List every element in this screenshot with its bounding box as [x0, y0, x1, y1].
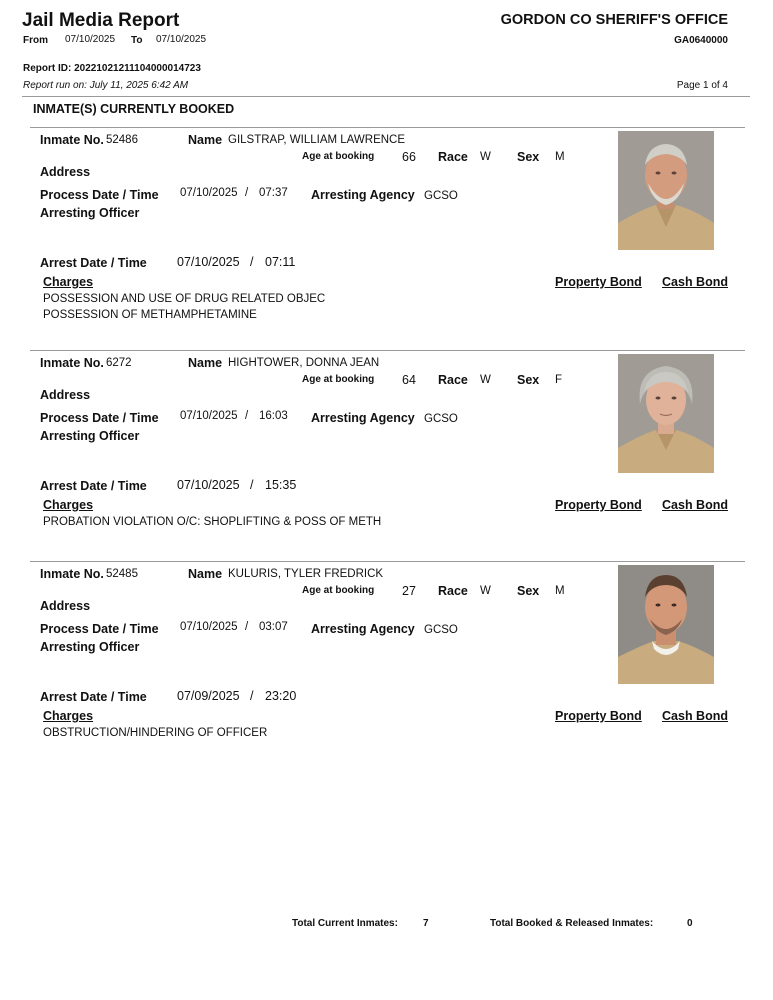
inmate-no-value: 52485 — [106, 568, 138, 580]
slash: / — [250, 478, 254, 492]
property-bond-label: Property Bond — [555, 498, 642, 512]
name-label: Name — [188, 133, 223, 147]
arrest-time: 23:20 — [265, 689, 297, 703]
name-label: Name — [188, 567, 223, 581]
slash: / — [245, 410, 249, 422]
section-title: INMATE(S) CURRENTLY BOOKED — [33, 102, 235, 116]
arrest-label: Arrest Date / Time — [40, 256, 147, 270]
race-label: Race — [438, 584, 468, 598]
slash: / — [245, 187, 249, 199]
booking-photo — [618, 354, 714, 473]
inmate-no-value: 6272 — [106, 357, 132, 369]
officer-label: Arresting Officer — [40, 429, 140, 443]
property-bond-label: Property Bond — [555, 709, 642, 723]
arrest-time: 15:35 — [265, 478, 297, 492]
inmate-name: HIGHTOWER, DONNA JEAN — [228, 357, 380, 369]
total-booked-released-label: Total Booked & Released Inmates: — [490, 918, 654, 929]
agency-value: GCSO — [424, 190, 458, 202]
charges-label: Charges — [43, 498, 94, 512]
age-value: 64 — [402, 373, 416, 387]
inmate-divider — [30, 561, 745, 562]
charge-item: PROBATION VIOLATION O/C: SHOPLIFTING & POSS OF METH — [43, 516, 382, 528]
total-current-value: 7 — [423, 918, 429, 929]
report-title: Jail Media Report — [22, 10, 180, 31]
agency-label: Arresting Agency — [311, 622, 415, 636]
sex-value: M — [555, 585, 565, 597]
age-label: Age at booking — [302, 151, 375, 162]
inmate-name: KULURIS, TYLER FREDRICK — [228, 568, 384, 580]
charges-label: Charges — [43, 275, 94, 289]
charge-item: OBSTRUCTION/HINDERING OF OFFICER — [43, 727, 268, 739]
property-bond-label: Property Bond — [555, 275, 642, 289]
from-date: 07/10/2025 — [65, 34, 116, 45]
sex-value: M — [555, 151, 565, 163]
race-value: W — [480, 374, 491, 386]
cash-bond-label: Cash Bond — [662, 498, 728, 512]
process-date: 07/10/2025 — [180, 187, 238, 199]
cash-bond-label: Cash Bond — [662, 275, 728, 289]
race-label: Race — [438, 150, 468, 164]
report-id: Report ID: 20221021211104000014723 — [23, 63, 201, 74]
process-date: 07/10/2025 — [180, 621, 238, 633]
cash-bond-label: Cash Bond — [662, 709, 728, 723]
sex-value: F — [555, 374, 563, 386]
age-label: Age at booking — [302, 374, 375, 385]
process-date: 07/10/2025 — [180, 410, 238, 422]
header-divider — [22, 96, 750, 97]
sex-label: Sex — [517, 584, 540, 598]
process-time: 16:03 — [259, 410, 288, 422]
inmate-no-value: 52486 — [106, 134, 138, 146]
sex-label: Sex — [517, 373, 540, 387]
agency-value: GCSO — [424, 413, 458, 425]
age-value: 66 — [402, 150, 416, 164]
address-label: Address — [40, 388, 91, 402]
officer-label: Arresting Officer — [40, 206, 140, 220]
process-label: Process Date / Time — [40, 188, 159, 202]
agency-label: Arresting Agency — [311, 188, 415, 202]
inmate-divider — [30, 127, 745, 128]
booking-photo — [618, 131, 714, 250]
agency-name: GORDON CO SHERIFF'S OFFICE — [500, 12, 728, 28]
arrest-date: 07/09/2025 — [177, 689, 240, 703]
agency-label: Arresting Agency — [311, 411, 415, 425]
inmate-no-label: Inmate No. — [40, 356, 104, 370]
process-time: 07:37 — [259, 187, 288, 199]
race-value: W — [480, 585, 491, 597]
to-date: 07/10/2025 — [156, 34, 207, 45]
process-time: 03:07 — [259, 621, 288, 633]
inmate-no-label: Inmate No. — [40, 133, 104, 147]
sex-label: Sex — [517, 150, 540, 164]
arrest-label: Arrest Date / Time — [40, 690, 147, 704]
inmate-divider — [30, 350, 745, 351]
ori-code: GA0640000 — [674, 35, 728, 46]
address-label: Address — [40, 165, 91, 179]
race-label: Race — [438, 373, 468, 387]
officer-label: Arresting Officer — [40, 640, 140, 654]
age-value: 27 — [402, 584, 416, 598]
arrest-date: 07/10/2025 — [177, 478, 240, 492]
agency-value: GCSO — [424, 624, 458, 636]
process-label: Process Date / Time — [40, 622, 159, 636]
charge-item: POSSESSION AND USE OF DRUG RELATED OBJEC — [43, 293, 326, 305]
slash: / — [250, 255, 254, 269]
inmate-no-label: Inmate No. — [40, 567, 104, 581]
from-label: From — [23, 35, 48, 46]
name-label: Name — [188, 356, 223, 370]
arrest-date: 07/10/2025 — [177, 255, 240, 269]
report-run-on: Report run on: July 11, 2025 6:42 AM — [23, 80, 189, 91]
slash: / — [250, 689, 254, 703]
total-current-label: Total Current Inmates: — [292, 918, 398, 929]
race-value: W — [480, 151, 491, 163]
age-label: Age at booking — [302, 585, 375, 596]
slash: / — [245, 621, 249, 633]
arrest-label: Arrest Date / Time — [40, 479, 147, 493]
page-number: Page 1 of 4 — [676, 80, 728, 91]
total-booked-released-value: 0 — [687, 918, 693, 929]
inmate-name: GILSTRAP, WILLIAM LAWRENCE — [228, 134, 406, 146]
booking-photo — [618, 565, 714, 684]
arrest-time: 07:11 — [265, 255, 296, 269]
process-label: Process Date / Time — [40, 411, 159, 425]
charge-item: POSSESSION OF METHAMPHETAMINE — [43, 309, 257, 321]
address-label: Address — [40, 599, 91, 613]
charges-label: Charges — [43, 709, 94, 723]
to-label: To — [131, 35, 143, 46]
